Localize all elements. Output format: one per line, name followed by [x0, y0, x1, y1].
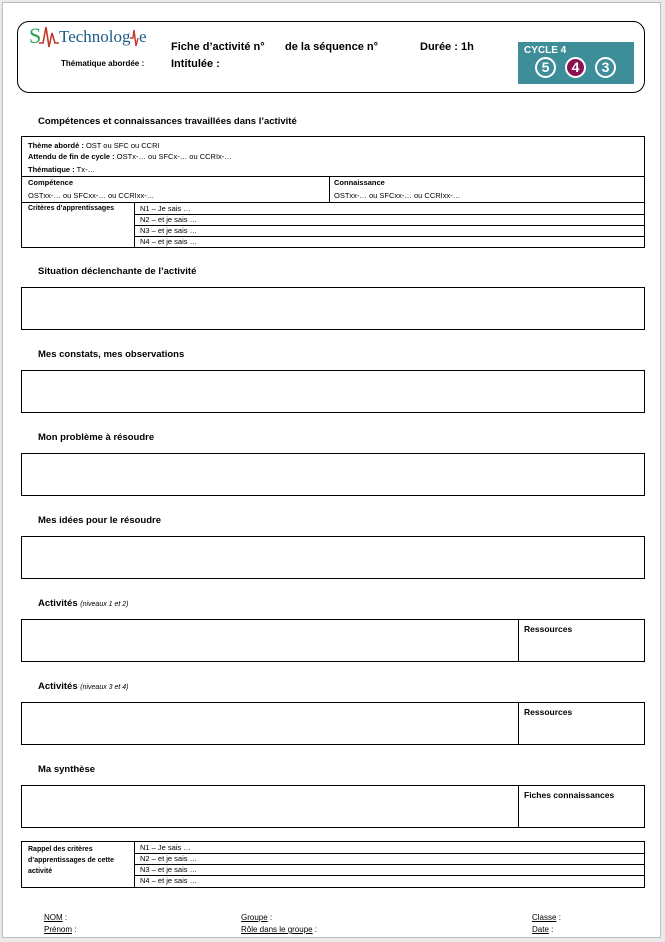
- activites-2-title: [38, 681, 129, 692]
- intitulee-label: Intitulée :: [171, 58, 220, 70]
- synthese-box[interactable]: [21, 785, 645, 828]
- role-field[interactable]: [241, 925, 317, 934]
- thematique-row-label: Thématique :: [28, 165, 75, 174]
- logo-word: Technolog: [59, 27, 131, 46]
- situation-title: Situation déclenchante de l’activité: [38, 266, 197, 277]
- attendu-value: OSTx-… ou SFCx-… ou CCRIx-…: [116, 152, 232, 161]
- divider: [134, 864, 644, 865]
- cycle-label: CYCLE 4: [524, 45, 567, 56]
- fiche-number-label: Fiche d’activité n°: [171, 41, 265, 53]
- thematique-label: Thématique abordée :: [61, 59, 145, 68]
- duration-label: Durée : 1h: [420, 41, 474, 53]
- date-field[interactable]: [532, 925, 553, 934]
- rappel-n1: N1 – Je sais …: [140, 843, 191, 852]
- critere-n2: N2 – et je sais …: [140, 215, 198, 224]
- attendu-row: [28, 151, 232, 162]
- activites-1-title: [38, 598, 129, 609]
- nom-field[interactable]: [44, 913, 67, 922]
- activites-1-label: Activités: [38, 598, 78, 609]
- theme-row: [28, 140, 160, 151]
- thematique-row: [28, 164, 95, 175]
- classe-field[interactable]: [532, 913, 561, 922]
- competences-table: [21, 136, 645, 248]
- cycle-level-5: 5: [535, 57, 556, 78]
- competence-header: Compétence: [28, 178, 74, 187]
- fiches-connaissances-label: Fiches connaissances: [524, 790, 615, 800]
- constats-box[interactable]: [21, 370, 645, 413]
- divider: [329, 176, 330, 202]
- activites-2-label: Activités: [38, 681, 78, 692]
- attendu-label: Attendu de fin de cycle :: [28, 152, 115, 161]
- nom-label: NOM: [44, 913, 63, 922]
- competences-title: Compétences et connaissances travaillées dans l’activité: [38, 116, 297, 127]
- divider: [134, 236, 644, 237]
- classe-label: Classe: [532, 913, 557, 922]
- idees-box[interactable]: [21, 536, 645, 579]
- critere-n4: N4 – et je sais …: [140, 237, 198, 246]
- thematique-row-value: Tx-…: [76, 165, 95, 174]
- synthese-title: Ma synthèse: [38, 764, 96, 775]
- sequence-number-label: de la séquence n°: [285, 41, 379, 53]
- rappel-n3: N3 – et je sais …: [140, 865, 198, 874]
- role-colon: :: [314, 925, 318, 934]
- cycle-level-3: 3: [595, 57, 616, 78]
- worksheet-page: [2, 2, 661, 938]
- date-label: Date: [532, 925, 549, 934]
- divider: [518, 703, 519, 744]
- situation-box[interactable]: [21, 287, 645, 330]
- rappel-n4: N4 – et je sais …: [140, 876, 198, 885]
- groupe-colon: :: [269, 913, 273, 922]
- date-colon: :: [551, 925, 554, 934]
- divider: [134, 853, 644, 854]
- activites-2-sub: (niveaux 3 et 4): [80, 684, 129, 691]
- competence-value: OSTxx-… ou SFCxx-… ou CCRIxx-…: [28, 191, 155, 200]
- cycle-level-4-active: 4: [565, 57, 586, 78]
- idees-title: Mes idées pour le résoudre: [38, 515, 162, 526]
- probleme-title: Mon problème à résoudre: [38, 432, 155, 443]
- constats-title: Mes constats, mes observations: [38, 349, 185, 360]
- logo-end: e: [139, 27, 147, 46]
- connaissance-value: OSTxx-… ou SFCxx-… ou CCRIxx-…: [334, 191, 461, 200]
- classe-colon: :: [558, 913, 561, 922]
- probleme-box[interactable]: [21, 453, 645, 496]
- activites-1-box[interactable]: [21, 619, 645, 662]
- criteres-label: Critères d’apprentissages: [28, 205, 114, 212]
- critere-n1: N1 – Je sais …: [140, 204, 191, 213]
- theme-value: OST ou SFC ou CCRI: [85, 141, 160, 150]
- ressources-1-label: Ressources: [524, 624, 573, 634]
- sti-technologie-logo: [29, 21, 147, 51]
- theme-label: Thème abordé :: [28, 141, 84, 150]
- divider: [134, 875, 644, 876]
- divider: [134, 225, 644, 226]
- divider: [22, 202, 644, 203]
- rappel-label: Rappel des critères d’apprentissages de cette activité: [28, 846, 114, 875]
- divider: [22, 176, 644, 177]
- rappel-table: [21, 841, 645, 888]
- rappel-n2: N2 – et je sais …: [140, 854, 198, 863]
- role-label: Rôle dans le groupe: [241, 925, 313, 934]
- connaissance-header: Connaissance: [334, 178, 385, 187]
- prenom-label: Prénom: [44, 925, 73, 934]
- nom-colon: :: [64, 913, 68, 922]
- prenom-field[interactable]: [44, 925, 76, 934]
- cycle-badge: [518, 42, 634, 84]
- critere-n3: N3 – et je sais …: [140, 226, 198, 235]
- divider: [134, 214, 644, 215]
- activites-1-sub: (niveaux 1 et 2): [80, 601, 129, 608]
- ressources-2-label: Ressources: [524, 707, 573, 717]
- divider: [518, 786, 519, 827]
- logo-s: S: [29, 23, 42, 48]
- prenom-colon: :: [74, 925, 77, 934]
- activites-2-box[interactable]: [21, 702, 645, 745]
- divider: [518, 620, 519, 661]
- groupe-field[interactable]: [241, 913, 272, 922]
- groupe-label: Groupe: [241, 913, 268, 922]
